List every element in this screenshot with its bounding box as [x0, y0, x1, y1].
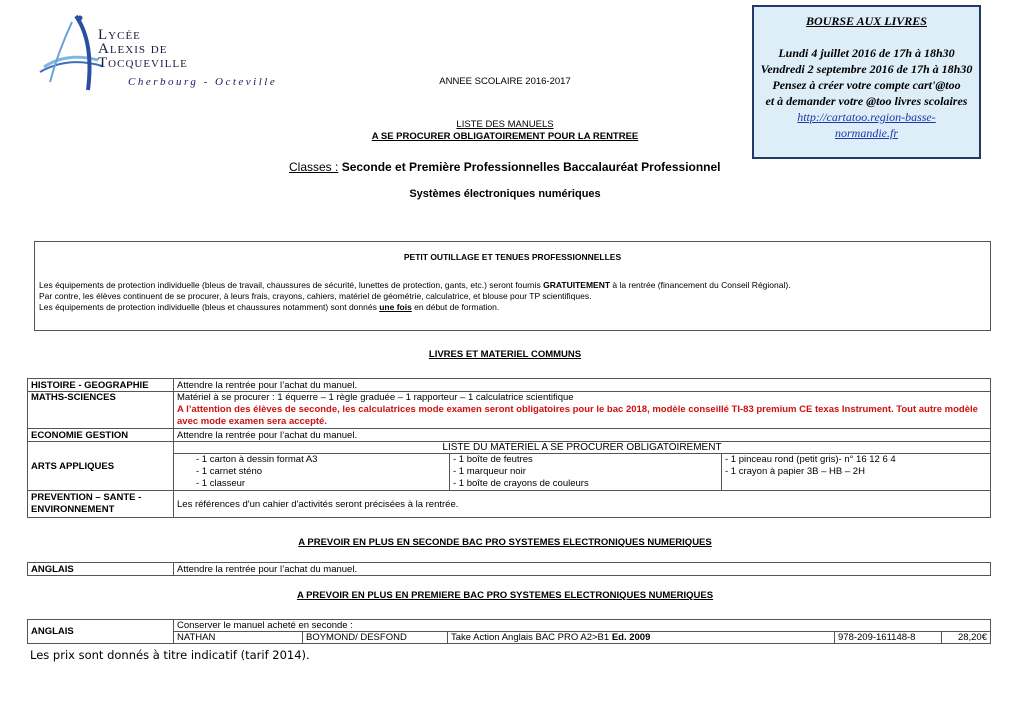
classes-value: Seconde et Première Professionnelles Baccalauréat Professionnel: [338, 160, 721, 174]
list-item: - 1 crayon à papier 3B – HB – 2H: [725, 466, 865, 477]
table-row: [28, 429, 991, 442]
subject-anglais-seconde: ANGLAIS: [28, 563, 174, 576]
prevention-line2: ENVIRONNEMENT: [31, 504, 115, 515]
list-item: - 1 carton à dessin format A3: [196, 454, 318, 465]
lycee-name-line2: Alexis de: [98, 41, 168, 57]
subject-histoire: HISTOIRE - GEOGRAPHIE: [28, 379, 174, 392]
manuel-titre-text: Take Action Anglais BAC PRO A2>B1: [451, 632, 612, 643]
manuel-prix: 28,20€: [942, 632, 991, 644]
seconde-table: [27, 562, 991, 576]
prevention-text: Les références d'un cahier d'activités seront précisées à la rentrée.: [174, 491, 991, 518]
lycee-name-line3: Tocqueville: [98, 55, 188, 71]
cartatoo-link-part2: normandie.fr: [835, 126, 898, 140]
bourse-line1: Lundi 4 juillet 2016 de 17h à 18h30: [778, 46, 955, 60]
arts-col1: [174, 454, 450, 491]
table-row: [28, 442, 991, 454]
liste-des-manuels: LISTE DES MANUELS: [456, 119, 554, 130]
outillage-line1: [39, 280, 791, 291]
table-row: [28, 379, 991, 392]
table-row: [28, 491, 991, 518]
lycee-city: Cherbourg - Octeville: [128, 76, 278, 88]
subject-maths: MATHS-SCIENCES: [28, 392, 174, 429]
arts-col3: [722, 454, 991, 491]
list-item: - 1 marqueur noir: [453, 466, 526, 477]
premiere-table: [27, 619, 991, 644]
outillage-line1-c: à la rentrée (financement du Conseil Régional).: [610, 280, 791, 290]
communs-table: [27, 378, 991, 518]
outillage-line1-gratuit: GRATUITEMENT: [543, 280, 611, 290]
subject-arts: ARTS APPLIQUES: [28, 442, 174, 491]
table-row: [28, 563, 991, 576]
bourse-line4: et à demander votre @too livres scolaires: [765, 94, 968, 108]
bourse-title: BOURSE AUX LIVRES: [806, 14, 927, 28]
manuel-edition: Ed. 2009: [611, 632, 651, 643]
histoire-text: Attendre la rentrée pour l’achat du manuel.: [174, 379, 991, 392]
bourse-aux-livres-box: [752, 5, 981, 159]
a-procurer-title: A SE PROCURER OBLIGATOIREMENT POUR LA RENTREE: [371, 131, 639, 142]
premiere-title: A PREVOIR EN PLUS EN PREMIERE BAC PRO SYSTEMES ELECTRONIQUES NUMERIQUES: [296, 590, 714, 601]
subject-prevention: [28, 491, 174, 518]
maths-text: Matériel à se procurer : 1 équerre – 1 règle graduée – 1 rapporteur – 1 calculatrice scientifique: [177, 392, 574, 403]
annee-scolaire: ANNEE SCOLAIRE 2016-2017: [439, 76, 571, 87]
outillage-box: [34, 241, 991, 331]
footer-note: Les prix sont donnés à titre indicatif (tarif 2014).: [30, 648, 310, 662]
outillage-line1-a: Les équipements de protection individuelle (bleus de travail, chaussures de sécurité, lunettes de protection, gants, etc.) seront fournis: [39, 280, 544, 290]
lycee-logo-icon: [36, 12, 106, 92]
maths-warning: A l’attention des élèves de seconde, les calculatrices mode examen seront obligatoires pour le bac 2018, modèle conseillé TI-83 premium CE texas Instrument. Tout autre modèle avec mode examen sera accepté.: [177, 404, 978, 427]
list-item: - 1 pinceau rond (petit gris)- n° 16 12 6 4: [725, 454, 896, 465]
manuel-auteurs: BOYMOND/ DESFOND: [303, 632, 448, 644]
table-row: [28, 620, 991, 632]
manuel-titre: [448, 632, 835, 644]
outillage-line2: Par contre, les élèves continuent de se procurer, à leurs frais, crayons, cahiers, matériel de géométrie, calculatrice, et blouse pour TP scientifiques.: [39, 291, 592, 301]
anglais-premiere-note: Conserver le manuel acheté en seconde :: [174, 620, 991, 632]
seconde-title: A PREVOIR EN PLUS EN SECONDE BAC PRO SYSTEMES ELECTRONIQUES NUMERIQUES: [298, 537, 712, 548]
table-row: [28, 392, 991, 429]
outillage-line3-une-fois: une fois: [379, 302, 412, 312]
subject-anglais-premiere: ANGLAIS: [28, 620, 174, 644]
lycee-name-line1: Lycée: [98, 27, 141, 43]
maths-cell: [174, 392, 991, 429]
classes-line: [289, 160, 721, 174]
filiere-title: Systèmes électroniques numériques: [409, 188, 601, 200]
manuel-isbn: 978-209-161148-8: [835, 632, 942, 644]
bourse-line3: Pensez à créer votre compte cart'@too: [772, 78, 961, 92]
arts-header: LISTE DU MATERIEL A SE PROCURER OBLIGATOIREMENT: [174, 442, 991, 454]
outillage-text: [39, 280, 791, 313]
cartatoo-link-part1: http://cartatoo.region-basse-: [797, 110, 936, 124]
outillage-line3: [39, 302, 791, 313]
lycee-name: [98, 28, 188, 70]
outillage-line3-c: en début de formation.: [411, 302, 500, 312]
outillage-line3-a: Les équipements de protection individuelle (bleus et chaussures notamment) sont donnés: [39, 302, 380, 312]
list-item: - 1 carnet sténo: [196, 466, 263, 477]
subject-economie: ECONOMIE GESTION: [28, 429, 174, 442]
manuel-editeur: NATHAN: [174, 632, 303, 644]
list-item: - 1 boîte de feutres: [453, 454, 533, 465]
outillage-title: PETIT OUTILLAGE ET TENUES PROFESSIONNELLES: [403, 252, 622, 262]
list-item: - 1 classeur: [196, 478, 246, 489]
classes-label: Classes :: [289, 160, 339, 174]
bourse-line2: Vendredi 2 septembre 2016 de 17h à 18h30: [760, 62, 973, 76]
economie-text: Attendre la rentrée pour l’achat du manuel.: [174, 429, 991, 442]
list-item: - 1 boîte de crayons de couleurs: [453, 478, 589, 489]
communs-title: LIVRES ET MATERIEL COMMUNS: [428, 349, 582, 360]
cartatoo-link[interactable]: [797, 110, 936, 140]
arts-col2: [450, 454, 722, 491]
prevention-line1: PREVENTION – SANTE -: [31, 492, 142, 503]
anglais-seconde-text: Attendre la rentrée pour l’achat du manuel.: [174, 563, 991, 576]
